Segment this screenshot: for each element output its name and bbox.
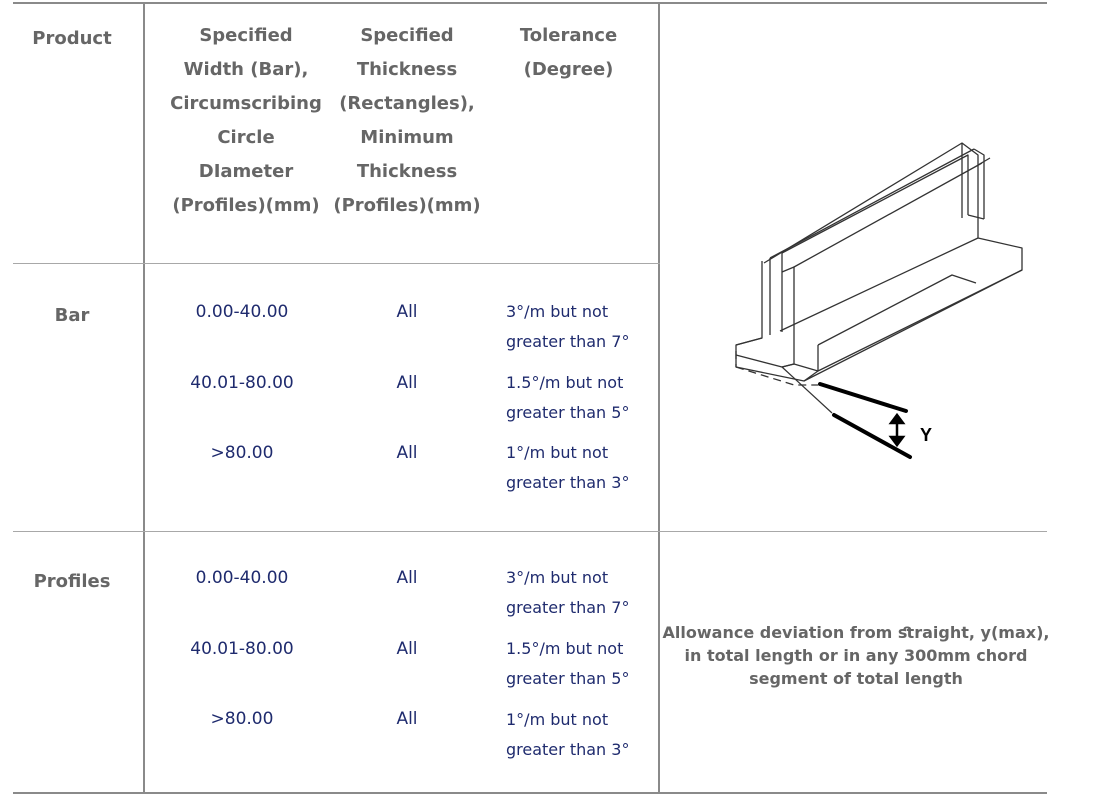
bar-row-rule (13, 531, 1047, 532)
header-product: Product (32, 28, 112, 49)
column-divider-diagram (658, 2, 660, 794)
thickness-value: All (396, 709, 418, 729)
tolerance-value: 1.5°/m but not greater than 5° (506, 373, 630, 422)
straightness-deviation-diagram (722, 135, 1042, 465)
width-value: >80.00 (210, 443, 274, 463)
column-divider-product (143, 2, 145, 794)
tolerance-value: 1.5°/m but not greater than 5° (506, 639, 630, 688)
thickness-value: All (396, 302, 418, 322)
diagram-caption: Allowance deviation from ﬆraight, y(max), in total length or in any 300mm chord segment of total length (662, 623, 1050, 688)
width-value: 0.00-40.00 (195, 302, 289, 322)
product-bar: Bar (54, 305, 90, 326)
thickness-value: All (396, 568, 418, 588)
tolerance-value: 1°/m but not greater than 3° (506, 443, 630, 492)
tolerance-value: 3°/m but not greater than 7° (506, 302, 630, 351)
table-bottom-rule (13, 792, 1047, 794)
header-tolerance: Tolerance (Degree) (519, 25, 618, 80)
y-label: Y (920, 425, 933, 445)
width-value: 40.01-80.00 (190, 639, 294, 659)
tolerance-value: 1°/m but not greater than 3° (506, 710, 630, 759)
thickness-value: All (396, 639, 418, 659)
header-specified-width: Specified Width (Bar), Circumscribing Circle DIameter (Profiles)(mm) (170, 25, 322, 216)
header-row-rule (13, 263, 660, 264)
product-profiles: Profiles (33, 571, 111, 592)
tolerance-value: 3°/m but not greater than 7° (506, 568, 630, 617)
width-value: 40.01-80.00 (190, 373, 294, 393)
thickness-value: All (396, 373, 418, 393)
table-top-rule (13, 2, 1047, 4)
header-specified-thickness: Specified Thickness (Rectangles), Minimum Thickness (Profiles)(mm) (333, 25, 481, 216)
thickness-value: All (396, 443, 418, 463)
width-value: >80.00 (210, 709, 274, 729)
width-value: 0.00-40.00 (195, 568, 289, 588)
